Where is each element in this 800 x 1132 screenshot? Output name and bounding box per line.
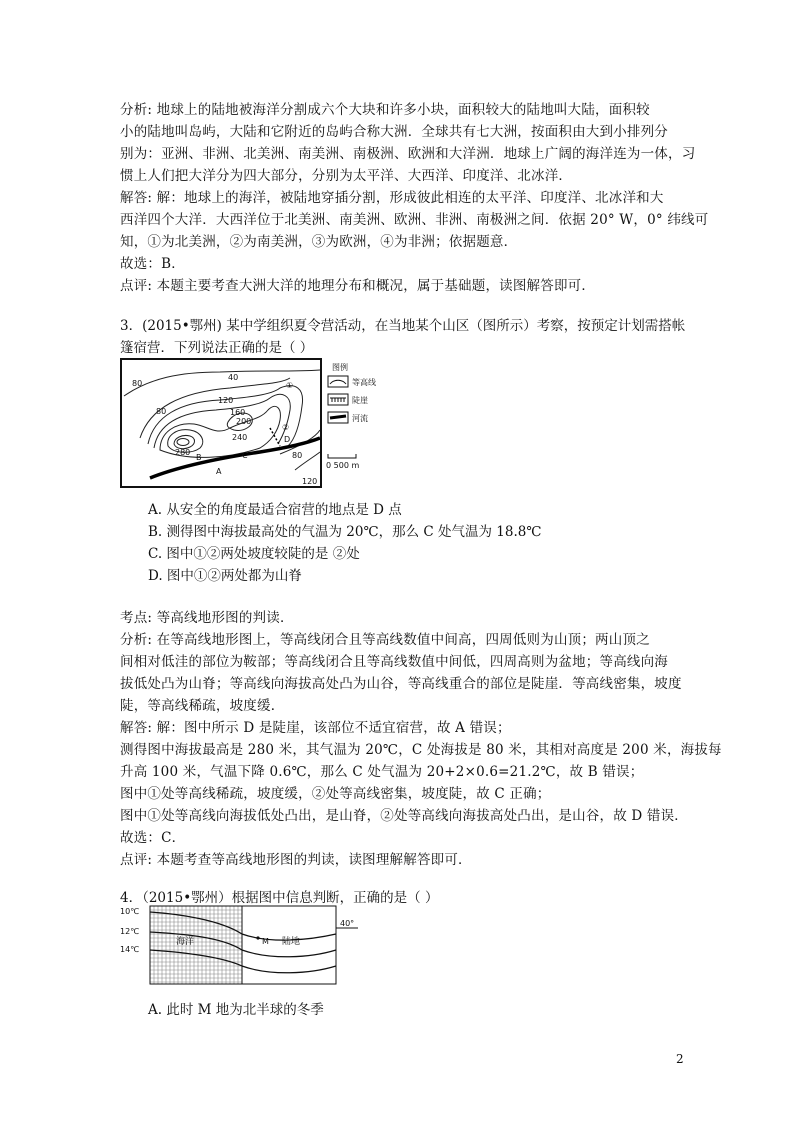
q3-answer-line-3: 升高 100 米，气温下降 0.6℃，那么 C 处气温为 20+2×0.6=21.2℃，故 B 错误； — [120, 764, 644, 780]
contour-label: 80 — [292, 451, 303, 460]
q3-answer-line-1: 解答: 解：图中所示 D 是陡崖，该部位不适宜宿营，故 A 错误； — [120, 720, 511, 736]
point-label-1: ① — [286, 381, 294, 390]
q3-kaodian: 考点: 等高线地形图的判读． — [120, 610, 294, 626]
q3-analysis-line-2: 间相对低洼的部位为鞍部；等高线闭合且等高线数值中间低，四周高则为盆地；等高线向海 — [120, 654, 668, 670]
q2-analysis-line-3: 别为：亚洲、非洲、北美洲、南美洲、南极洲、欧洲和大洋洲．地球上广阔的海洋连为一体，习 — [120, 146, 696, 162]
q3-choice: 故选：C． — [120, 830, 186, 846]
point-label-a: A — [216, 467, 222, 476]
land-label: 陆地 — [282, 937, 301, 947]
q2-choice: 故选：B． — [120, 256, 185, 272]
q3-answer-line-5: 图中①处等高线向海拔低处凸出，是山脊，②处等高线向海拔高处凸出，是山谷，故 D 错误． — [120, 808, 689, 824]
q3-analysis-line-4: 陡，等高线稀疏，坡度缓． — [120, 698, 285, 714]
scale-label: 0 500 m — [326, 461, 360, 470]
temp-label-10: 10℃ — [120, 907, 140, 916]
contour-label: 40 — [228, 373, 239, 382]
q3-title-line-1: 3．(2015•鄂州) 某中学组织夏令营活动，在当地某个山区（图所示）考察，按预定计划需搭帐 — [120, 318, 686, 334]
temp-label-14: 14℃ — [120, 945, 140, 954]
q3-answer-line-4: 图中①处等高线稀疏，坡度缓，②处等高线密集，坡度陡，故 C 正确； — [120, 786, 551, 802]
latitude-label: 40° — [340, 919, 355, 928]
temp-label-12: 12℃ — [120, 927, 140, 936]
q3-option-a: A. 从安全的角度最适合宿营的地点是 D 点 — [148, 502, 402, 518]
q4-option-a: A. 此时 M 地为北半球的冬季 — [148, 1002, 324, 1018]
contour-label: 120 — [302, 477, 318, 486]
point-m-marker — [256, 936, 259, 939]
q3-title-line-2: 篷宿营．下列说法正确的是（ ） — [120, 340, 314, 356]
legend-cliff-symbol — [330, 398, 346, 402]
q3-analysis-line-3: 拔低处凸为山脊；等高线向海拔高处凸为山谷，等高线重合的部位是陡崖．等高线密集，坡度 — [120, 676, 682, 692]
q3-option-b: B. 测得图中海拔最高处的气温为 20℃，那么 C 处气温为 18.8℃ — [148, 524, 542, 540]
point-label-2: ② — [282, 423, 290, 432]
scale-bar — [328, 454, 356, 458]
legend-cliff-label: 陡崖 — [352, 396, 368, 405]
q2-analysis-line-2: 小的陆地叫岛屿，大陆和它附近的岛屿合称大洲．全球共有七大洲，按面积由大到小排列分 — [120, 124, 668, 140]
q2-answer-line-1: 解答: 解：地球上的海洋，被陆地穿插分割，形成彼此相连的太平洋、印度洋、北冰洋和大 — [120, 190, 664, 206]
point-m-label: M — [262, 937, 269, 946]
q2-analysis-line-1: 分析: 地球上的陆地被海洋分割成六个大块和许多小块，面积较大的陆地叫大陆，面积较 — [120, 102, 650, 118]
contour-label: 160 — [230, 408, 246, 417]
q3-comment: 点评: 本题考查等高线地形图的判读，读图理解解答即可． — [120, 852, 472, 868]
q2-answer-line-2: 西洋四个大洋．大西洋位于北美洲、南美洲、欧洲、非洲、南极洲之间．依据 20° W，0° 纬线可 — [120, 212, 709, 228]
contour-label: 280 — [175, 448, 191, 457]
contour-label: 120 — [218, 396, 234, 405]
map-legend — [326, 362, 376, 470]
contour-label: 240 — [232, 433, 248, 442]
isotherm-figure — [120, 904, 364, 988]
q3-option-c: C. 图中①②两处坡度较陡的是 ②处 — [148, 546, 360, 562]
point-label-b: B — [196, 453, 202, 462]
legend-river-label: 河流 — [352, 414, 368, 423]
q2-comment: 点评: 本题主要考查大洲大洋的地理分布和概况，属于基础题，读图解答即可． — [120, 278, 596, 294]
page-number: 2 — [676, 1052, 684, 1066]
contour-label: 80 — [132, 379, 143, 388]
legend-contour-label: 等高线 — [352, 378, 376, 387]
q4-title: 4．（2015•鄂州）根据图中信息判断，正确的是（ ） — [120, 890, 439, 906]
q2-answer-line-3: 知，①为北美洲，②为南美洲，③为欧洲，④为非洲；依据题意． — [120, 234, 518, 250]
contour-label: 80 — [156, 407, 167, 416]
point-label-d: D — [284, 435, 291, 444]
q2-analysis-line-4: 惯上人们把大洋分为四大部分，分别为太平洋、大西洋、印度洋、北冰洋． — [120, 168, 573, 184]
legend-river-symbol — [330, 416, 346, 418]
legend-contour-swatch — [328, 376, 348, 387]
contour-label: 200 — [236, 417, 252, 426]
sea-label: 海洋 — [176, 937, 195, 947]
point-label-c: C — [242, 451, 248, 460]
q3-analysis-line-1: 分析: 在等高线地形图上，等高线闭合且等高线数值中间高，四周低则为山顶；两山顶之 — [120, 632, 650, 648]
q3-option-d: D. 图中①②两处都为山脊 — [148, 568, 302, 584]
q3-answer-line-2: 测得图中海拔最高是 280 米，其气温为 20℃，C 处海拔是 80 米，其相对高度是 200 米，海拔每 — [120, 742, 722, 758]
legend-title: 图例 — [332, 363, 348, 372]
contour-map-figure — [120, 358, 388, 490]
